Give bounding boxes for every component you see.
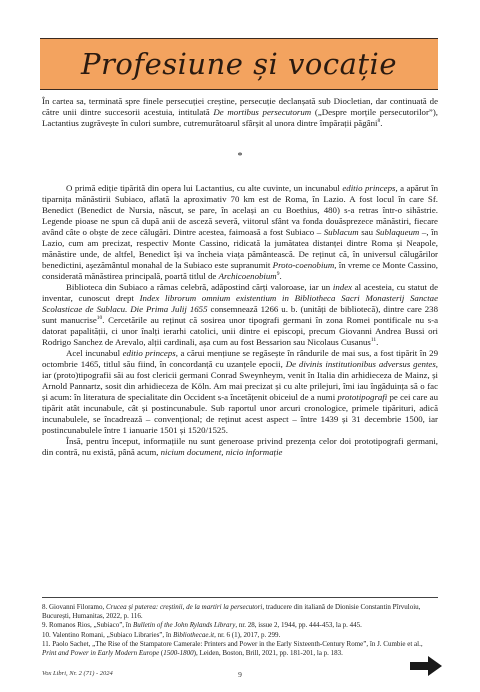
paragraph: Biblioteca din Subiaco a rămas celebră, adăpostind cărți valoroase, iar un index al acesteia, cu statut de inventar, cunoscut drept Index librorum omnium existentium in Bibliotheca Sacri Monasterij Sanctae Scolasticae de Sublacu. Die Prima Julij 1655 consemnează 1266 u. b. (unități de bibliotecă), dintre care 238 sunt manucrise$^{10}$. Cercetările au reținut că sosirea unor tipografi germani în zona Romei pontificale nu s-a datorat papalității, ci unor înalți ierarhi catolici, unii dintre ei episcopi, precum Giovanni Andrea Bussi ori Rodrigo Sanchez de Arevalo, alții cardinali, așa cum au fost Bessarion sau Nicolaus Cusanus$^{11}$. xyxy=(42,282,439,347)
footnote-ref[interactable]: 8 xyxy=(377,118,381,125)
section-title: Profesiune și vocație xyxy=(81,47,397,81)
page-number: 9 xyxy=(238,670,242,679)
footnote-ref[interactable]: 9 xyxy=(276,271,280,278)
journal-footer: Vox Libri, Nr. 2 (71) - 2024 xyxy=(42,670,113,677)
intro-paragraph xyxy=(42,96,438,129)
footnote-divider xyxy=(42,597,438,598)
footnote-11: 11. Paolo Sachet, „The Rise of the Stampatore Camerale: Printers and Power in the Early Sixteenth-Century Rome”, în J. Cumbie et al., Print and Power in Early Modern Europe (1500-1800), Leiden, Boston, Brill, 2021, pp. 181-201, la p. 183. xyxy=(42,639,423,658)
right-arrow-icon[interactable] xyxy=(410,656,442,681)
paragraph: O primă ediție tipărită din opera lui Lactantius, cu alte cuvinte, un incunabul editio princeps, a apărut în tiparnița mănăstirii Subiaco, aflată la aproximativ 70 km est de Roma, în Lazio. A fost locul în care Sf. Benedict (Benedict de Nursia, născut, se pare, în același an cu Boethius, 480) s-a retras într-o sihăstrie. Legende pioase ne spun că după anii de asceză severă, viitorul sfânt va fonda douăsprezece mănăstiri, fiecare având câte o obște de zece călugări. Dintre acestea, faimoasă a fost Subiaco – Sublacum sau Sublaqueum –, în Lazio, cum am precizat, respectiv Monte Cassino, ridicată la jumătatea distanței dintre Roma și Neapole, mănăstire unde, de altfel, Benedict își va încheia viața pământească. De reținut că, în universul călugărilor benedictini, așezământul monahal de la Subiaco este supranumit Proto-coenobium, în vreme ce Monte Cassino, considerată mănăstirea principală, poartă titlul de Archicoenobium$^9$. xyxy=(42,183,439,281)
footnote-8: 8. Giovanni Filoramo, Crucea și puterea: creștinii, de la martiri la persecutori, traducere din italiană de Dionisie Constantin Pîrvuloiu, București, Humanitas, 2022, p. 116. xyxy=(42,603,421,621)
paragraph: Acel incunabul editio princeps, a cărui mențiune se regăsește în rândurile de mai sus, a fost tipărit în 29 octombrie 1465, titlul său fiind, în concordanță cu uzanțele epocii, De divinis institutionibus adversus gentes, iar (proto)tipografii săi au fost clericii germani Conrad Sweynheym, venit în Italia din arhidieceza de Mainz, și Arnold Pannartz, sosit din arhidieceza de Köln. Am mai precizat și cu alte prilejuri, îmi iau îngăduința să o fac și acum: în literatura de specialitate din Occident s-a încetățenit obiceiul de a numi prototipografi pe cei care au tipărit atât incunabule, cât și postincunabule. Sub raportul unor arcuri cronologice, primele tipărituri, adică incunabulele, se încadrează – convențional; de reținut acest aspect – între 1439 și 31 decembrie 1500, iar postincunabulele între 1 ianuarie 1501 și 1520/1525. xyxy=(42,348,438,435)
main-text xyxy=(42,183,438,458)
footnote-ref[interactable]: 10 xyxy=(96,315,103,322)
paragraph: În cartea sa, terminată spre finele persecuției creștine, persecuție declanșată sub Diocletian, dar continuată de către unii dintre succesorii acestuia, intitulată De mortibus persecutorum („Despre morțile persecutorilor”), Lactantius zugrăvește în culori sumbre, cutremurătoarul sfârșit al unora dintre împărații păgâni$^8$. xyxy=(42,96,438,128)
footnote-10: 10. Valentino Romani, „Subiaco Libraries”, în Bibliothecae.it, nr. 6 (1), 2017, p. 299. xyxy=(42,630,281,639)
section-separator: * xyxy=(237,151,243,162)
footnote-ref[interactable]: 11 xyxy=(370,337,377,344)
footnote-9: 9. Romanos Rios, „Subiaco”, în Bulletin of the John Rylands Library, nr. 28, issue 2, 1944, pp. 444-453, la p. 445. xyxy=(42,621,362,630)
paragraph: Însă, pentru început, informațiile nu sunt generoase privind prezența celor doi prototipografi germani, din contră, nu există, până acum, nicium document, nicio informație xyxy=(42,436,438,457)
footnotes xyxy=(42,603,438,658)
section-header xyxy=(40,38,438,90)
